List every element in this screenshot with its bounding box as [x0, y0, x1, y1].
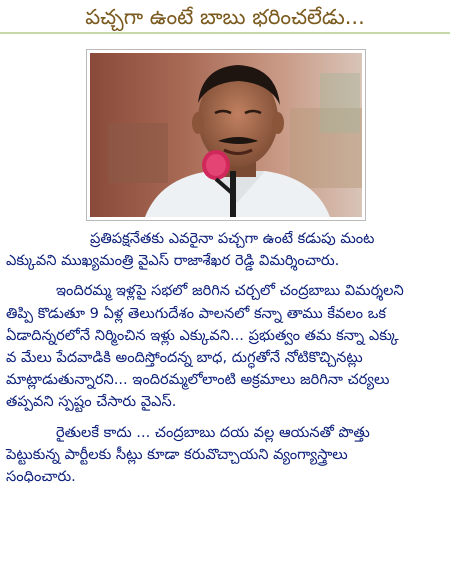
article-body: [6, 228, 446, 488]
article-line: పెట్టుకున్న పార్టీలకు సీట్లు కూడా కరువొచ్చాయని వ్యంగ్యాస్త్రాలు: [6, 445, 348, 463]
headline-bar: [0, 0, 450, 34]
article-line: తప్పవని స్పష్టం చేసారు వైఎస్.: [6, 393, 177, 411]
article-line: మాట్లాడుతున్నారని... ఇందిరమ్మలోలాంటి అక్రమాలు జరిగినా చర్యలు: [6, 371, 390, 389]
speaker-photo: [90, 53, 362, 217]
article-line: రైతులకే కాదు ... చంద్రబాబు దయ వల్ల ఆయనతో పొత్తు: [56, 423, 370, 441]
article-line: సంధించారు.: [6, 467, 76, 485]
article-line: ప్రతిపక్షనేతకు ఎవరైనా పచ్చగా ఉంటే కడుపు మంట: [90, 230, 375, 247]
headline: పచ్చగా ఉంటే బాబు భరించలేడు...: [85, 5, 365, 29]
article-line: తిప్పి కొడుతూ 9 ఏళ్ల తెలుగుదేశం పాలనలో కన్నా తాము కేవలం ఒక: [6, 304, 386, 322]
article-line: వ మేలు పేదవాడికి అందిస్తోందన్న బాధ, దుగ్ధతోనే నోటికొచ్చినట్లు: [6, 348, 363, 366]
article-line: ఏడాదిన్నరలోనే నిర్మించిన ఇళ్లు ఎక్కువని... ప్రభుత్వం తమ కన్నా ఎక్కు: [6, 326, 399, 344]
article-line: ఇందిరమ్మ ఇళ్లపై సభలో జరిగిన చర్చలో చంద్రబాబు విమర్శలని: [56, 282, 404, 300]
article-line: ఎక్కువని ముఖ్యమంత్రి వైఎస్ రాజాశేఖర రెడ్డి విమర్శించారు.: [6, 252, 340, 270]
photo-frame: [86, 49, 366, 221]
